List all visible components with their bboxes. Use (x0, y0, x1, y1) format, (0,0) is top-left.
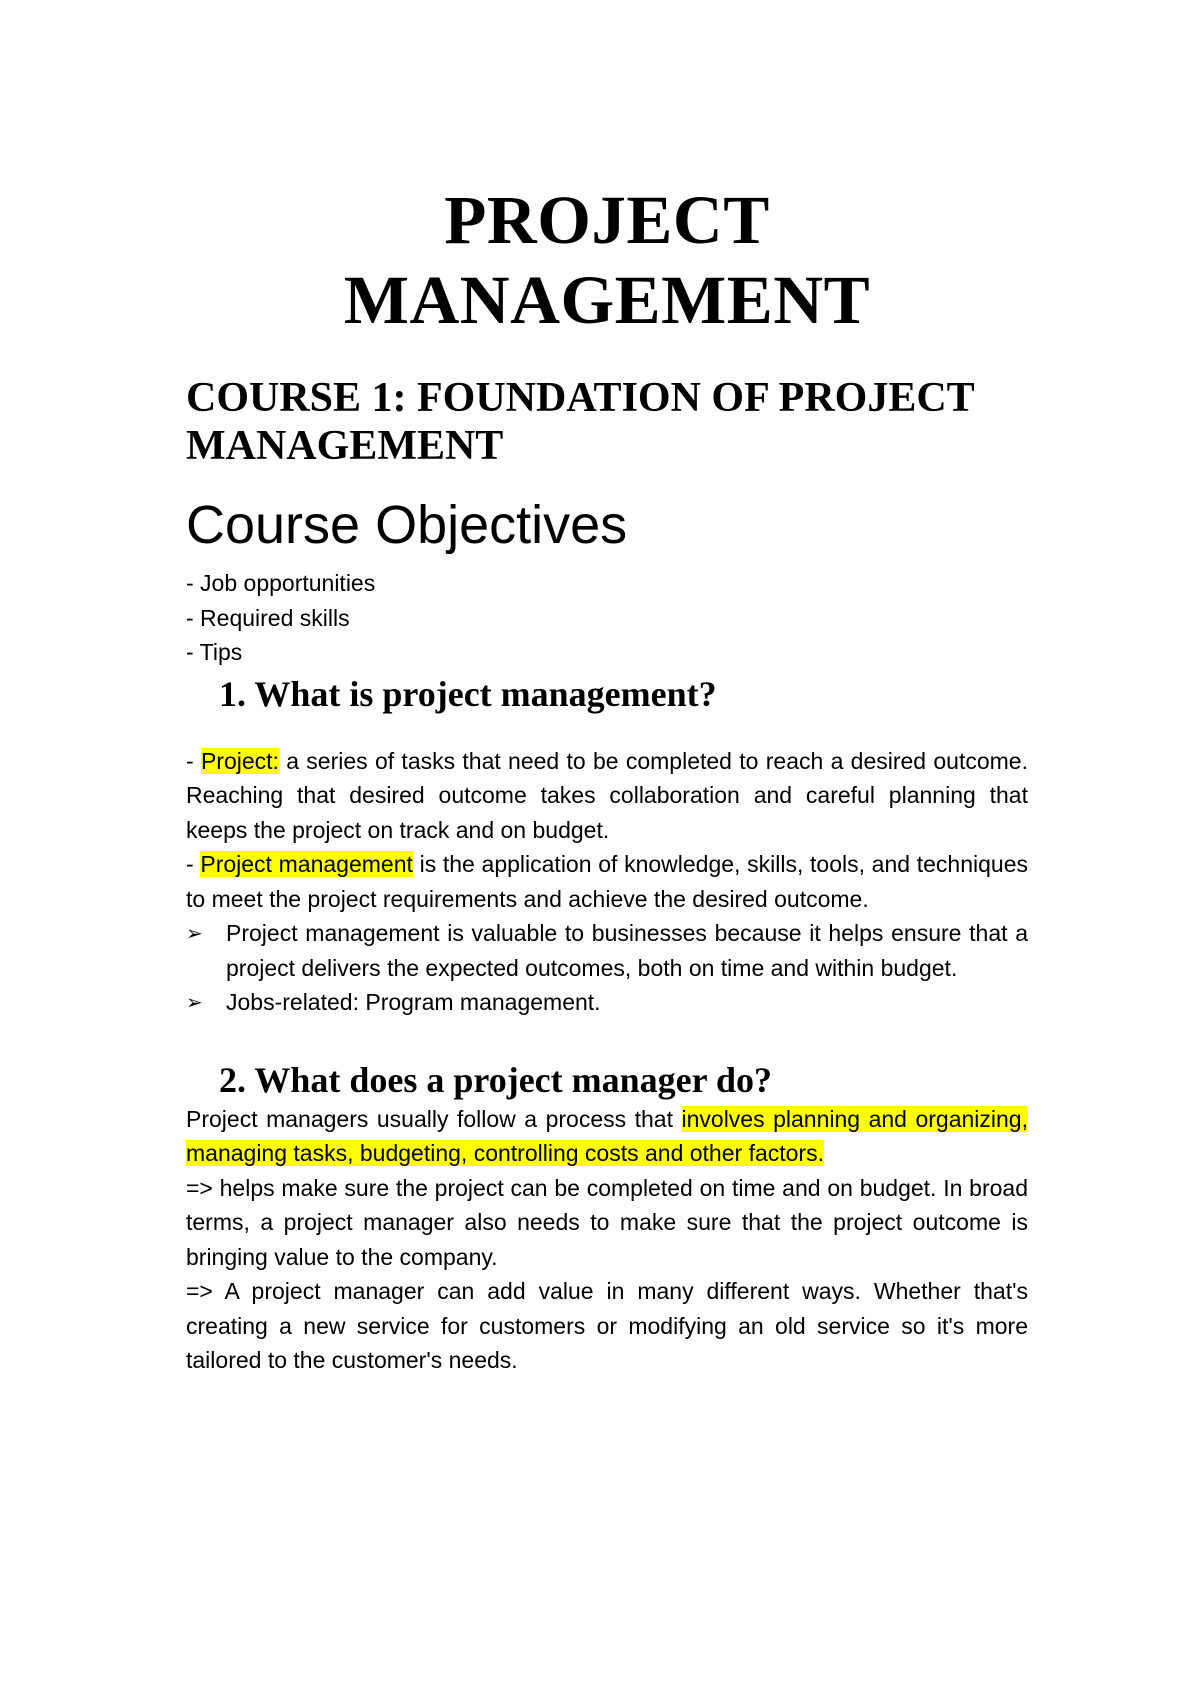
bullet-text: Jobs-related: Program management. (226, 989, 601, 1015)
objectives-list (186, 566, 1028, 670)
document-content (186, 180, 1028, 1378)
document-title-line-2: MANAGEMENT (343, 262, 871, 338)
course-title: COURSE 1: FOUNDATION OF PROJECT MANAGEMENT (186, 375, 974, 469)
project-definition (186, 744, 1028, 848)
highlight-process-text: involves planning and organizing, managing tasks, budgeting, controlling costs and other factors. (186, 1105, 1028, 1166)
objective-item: - Tips (186, 639, 243, 665)
definition-text: a series of tasks that need to be completed to reach a desired outcome. Reaching that desired outcome takes collaboration and careful planning that keeps the project on track and on budget. (186, 747, 1028, 843)
dash-prefix: - (186, 851, 201, 877)
section-1-body (186, 744, 1028, 1020)
course-objectives-heading: Course Objectives (186, 495, 628, 555)
process-text: Project managers usually follow a process that (186, 1105, 682, 1132)
arrow-bullet-icon: ➢ (186, 921, 203, 945)
definition-text: is the application of knowledge, skills, tools, and techniques to meet the project requirements and achieve the desired outcome. (186, 851, 1028, 912)
bullet-item (186, 916, 1028, 985)
section-2-heading: 2. What does a project manager do? (219, 1059, 772, 1100)
section-2-body (186, 1102, 1028, 1378)
project-manager-value-1: => helps make sure the project can be completed on time and on budget. In broad terms, a project manager also needs to make sure that the project outcome is bringing value to the company. (186, 1174, 1028, 1270)
project-manager-value-2: => A project manager can add value in many different ways. Whether that's creating a new service for customers or modifying an old service so it's more tailored to the customer's needs. (186, 1278, 1028, 1373)
objective-item: - Job opportunities (186, 570, 376, 596)
highlight-term-project: Project: (200, 747, 279, 774)
dash-prefix: - (186, 747, 201, 774)
project-management-definition (186, 847, 1028, 916)
highlight-term-project-management: Project management (200, 851, 413, 877)
bullet-text: Project management is valuable to businesses because it helps ensure that a project delivers the expected outcomes, both on time and within budget. (226, 920, 1028, 981)
bullet-item (186, 985, 1028, 1020)
objective-item: - Required skills (186, 604, 350, 631)
document-title-line-1: PROJECT (444, 182, 770, 258)
project-manager-process (186, 1102, 1028, 1171)
section-1-heading: 1. What is project management? (219, 673, 717, 714)
arrow-bullet-icon: ➢ (186, 990, 203, 1014)
document-title (186, 180, 1028, 340)
